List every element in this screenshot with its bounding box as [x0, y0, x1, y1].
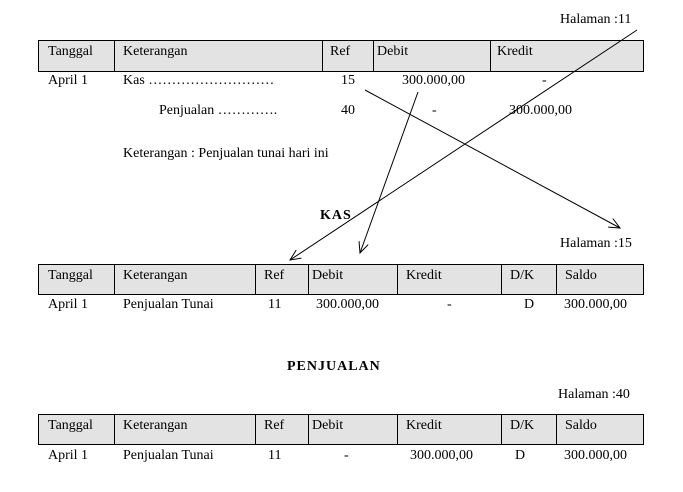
penjualan-col-ref: Ref	[264, 418, 285, 433]
journal-col-kredit: Kredit	[497, 44, 533, 59]
penjualan-row-ref: 11	[268, 448, 282, 463]
arrow-15-to-kas-page	[365, 90, 620, 228]
kas-col-ref: Ref	[264, 268, 285, 283]
journal-note: Keterangan : Penjualan tunai hari ini	[123, 146, 329, 161]
penjualan-row-date: April 1	[48, 448, 89, 463]
journal-col-tanggal: Tanggal	[48, 44, 93, 59]
penjualan-row-desc: Penjualan Tunai	[123, 448, 214, 463]
journal-col-debit: Debit	[377, 44, 409, 59]
kas-col-dk: D/K	[510, 268, 535, 283]
journal-row-desc: Kas ………………………	[123, 73, 275, 88]
journal-row-credit: -	[542, 73, 547, 88]
penjualan-col-dk: D/K	[510, 418, 535, 433]
journal-row-date: April 1	[48, 73, 89, 88]
penjualan-col-saldo: Saldo	[565, 418, 597, 433]
journal-row-debit: 300.000,00	[402, 73, 465, 88]
penjualan-row-saldo: 300.000,00	[564, 448, 627, 463]
journal-row-ref: 40	[341, 103, 355, 118]
kas-row-saldo: 300.000,00	[564, 297, 627, 312]
kas-col-keterangan: Keterangan	[123, 268, 188, 283]
penjualan-col-kredit: Kredit	[406, 418, 442, 433]
penjualan-col-keterangan: Keterangan	[123, 418, 188, 433]
penjualan-page-label: Halaman :40	[558, 387, 630, 402]
penjualan-row-dk: D	[515, 448, 526, 463]
kas-col-tanggal: Tanggal	[48, 268, 93, 283]
journal-col-keterangan: Keterangan	[123, 44, 188, 59]
kas-col-debit: Debit	[312, 268, 344, 283]
journal-col-ref: Ref	[330, 44, 351, 59]
kas-row-ref: 11	[268, 297, 282, 312]
journal-row-desc: Penjualan ………….	[159, 103, 278, 118]
arrow-11-to-kas-ref	[290, 30, 637, 260]
journal-page-label: Halaman :11	[560, 12, 632, 27]
penjualan-col-debit: Debit	[312, 418, 344, 433]
journal-row-credit: 300.000,00	[509, 103, 572, 118]
penjualan-title: PENJUALAN	[287, 359, 381, 374]
kas-row-desc: Penjualan Tunai	[123, 297, 214, 312]
penjualan-row-credit: 300.000,00	[410, 448, 473, 463]
kas-row-dk: D	[524, 297, 535, 312]
penjualan-col-tanggal: Tanggal	[48, 418, 93, 433]
kas-row-debit: 300.000,00	[316, 297, 379, 312]
kas-title: KAS	[320, 208, 352, 223]
kas-row-credit: -	[447, 297, 452, 312]
penjualan-row-debit: -	[344, 448, 349, 463]
journal-row-debit: -	[432, 103, 437, 118]
journal-row-ref: 15	[341, 73, 355, 88]
kas-col-kredit: Kredit	[406, 268, 442, 283]
arrow-debit-to-kas-debit	[360, 92, 418, 253]
kas-row-date: April 1	[48, 297, 89, 312]
kas-page-label: Halaman :15	[560, 236, 632, 251]
kas-col-saldo: Saldo	[565, 268, 597, 283]
